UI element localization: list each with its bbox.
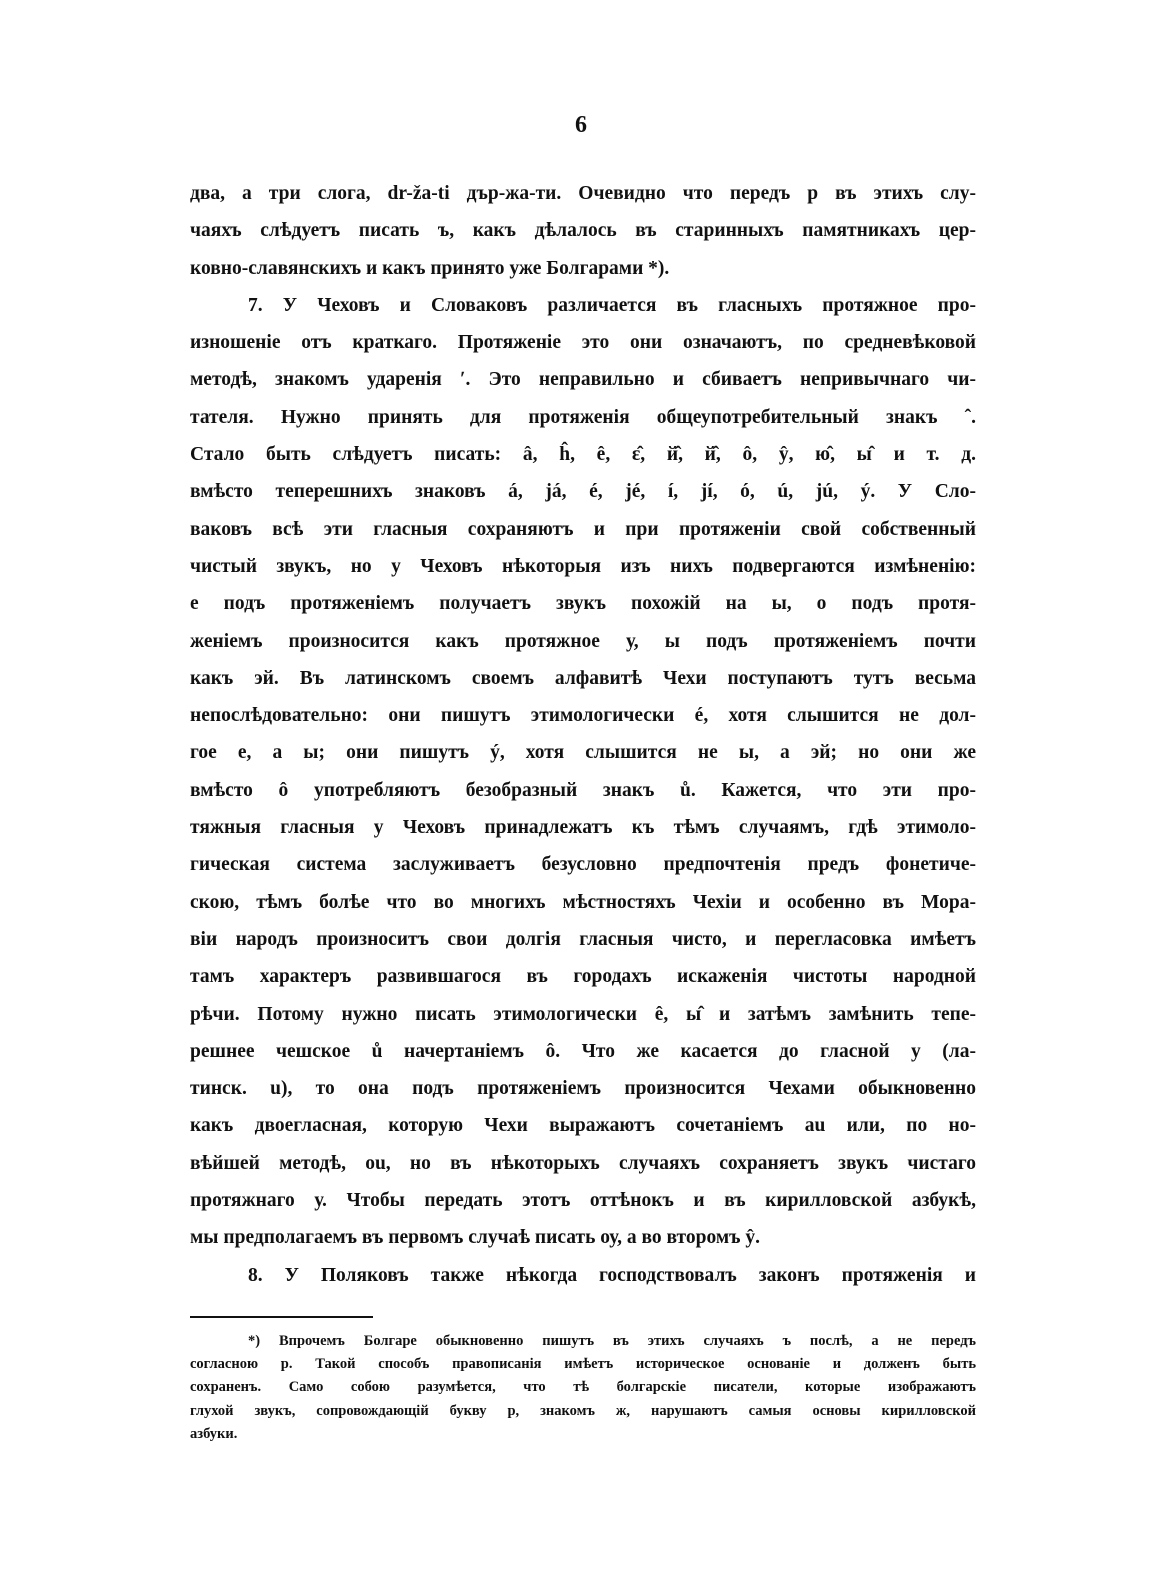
page-number: 6: [575, 112, 588, 138]
body-line: рѣчи. Потому нужно писать этимологически ê, ы̂ и затѣмъ замѣнить тепе-: [190, 1003, 976, 1025]
footnote-divider: [190, 1316, 373, 1318]
body-line: непослѣдовательно: они пишутъ этимологически é, хотя слышится не дол-: [190, 705, 976, 727]
body-line: тамъ характеръ развившагося въ городахъ искаженія чистоты народной: [190, 966, 976, 988]
body-line: два, а три слога, dr-ža-ti дър-жа-ти. Очевидно что передъ р въ этихъ слу-: [190, 183, 976, 204]
body-line: вмѣсто теперешнихъ знаковъ á, já, é, jé, í, jí, ó, ú, jú, ý. У Сло-: [190, 481, 976, 503]
body-line: 8. У Поляковъ также нѣкогда господствовалъ законъ протяженія и: [248, 1264, 976, 1286]
body-line: методѣ, знакомъ ударенія ʹ. Это неправильно и сбиваетъ непривычнаго чи-: [190, 369, 976, 391]
footnote-line: согласною р. Такой способъ правописанія имѣетъ историческое основаніе и долженъ быть: [190, 1356, 976, 1373]
body-line: мы предполагаемъ въ первомъ случаѣ писать оу, а во второмъ ŷ.: [190, 1227, 760, 1249]
body-line: вмѣсто ô употребляютъ безобразный знакъ ů. Кажется, что эти про-: [190, 779, 976, 801]
body-line: ковно-славянскихъ и какъ принято уже Болгарами *).: [190, 257, 670, 279]
body-line: чистый звукъ, но у Чеховъ нѣкоторыя изъ нихъ подвергаются измѣненію:: [190, 555, 976, 577]
footnote-line: сохраненъ. Само собою разумѣется, что тѣ болгарскіе писатели, которые изображаютъ: [190, 1379, 976, 1396]
body-line: е подъ протяженіемъ получаетъ звукъ похожій на ы, о подъ протя-: [190, 593, 976, 615]
body-line: гое е, а ы; они пишутъ ý, хотя слышится не ы, а эй; но они же: [190, 742, 976, 764]
body-line: какъ эй. Въ латинскомъ своемъ алфавитѣ Чехи поступаютъ тутъ весьма: [190, 667, 976, 689]
footnote-line: *) Впрочемъ Болгаре обыкновенно пишутъ въ этихъ случаяхъ ъ послѣ, а не передъ: [248, 1333, 976, 1349]
body-line: женіемъ произносится какъ протяжное у, ы подъ протяженіемъ почти: [190, 630, 976, 652]
body-line: скою, тѣмъ болѣе что во многихъ мѣстностяхъ Чехіи и особенно въ Мора-: [190, 891, 976, 913]
body-line: тателя. Нужно принять для протяженія общеупотребительный знакъ ˆ.: [190, 406, 976, 428]
body-line: протяжнаго у. Чтобы передать этотъ оттѣнокъ и въ кирилловской азбукѣ,: [190, 1190, 976, 1212]
body-line: тинск. u), то она подъ протяженіемъ произносится Чехами обыкновенно: [190, 1078, 976, 1100]
body-line: вѣйшей методѣ, ou, но въ нѣкоторыхъ случаяхъ сохраняетъ звукъ чистаго: [190, 1152, 976, 1174]
body-line: віи народъ произноситъ свои долгія гласныя чисто, и перегласовка имѣетъ: [190, 928, 976, 950]
body-line: решнее чешское ů начертаніемъ ô. Что же касается до гласной у (ла-: [190, 1040, 976, 1062]
body-text: [190, 175, 976, 1294]
body-line: тяжныя гласныя у Чеховъ принадлежатъ къ тѣмъ случаямъ, гдѣ этимоло-: [190, 817, 976, 839]
body-line: чаяхъ слѣдуетъ писать ъ, какъ дѣлалось въ старинныхъ памятникахъ цер-: [190, 220, 976, 242]
body-line: какъ двоегласная, которую Чехи выражаютъ сочетаніемъ au или, по но-: [190, 1115, 976, 1137]
body-line: ваковъ всѣ эти гласныя сохраняютъ и при протяженіи свой собственный: [190, 518, 976, 540]
body-line: изношеніе отъ краткаго. Протяженіе это они означаютъ, по средневѣковой: [190, 332, 976, 354]
footnote: [190, 1330, 976, 1446]
footnote-line: глухой звукъ, сопровождающій букву р, знакомъ ж, нарушаютъ самыя основы кирилловской: [190, 1402, 976, 1419]
body-line: Стало быть слѣдуетъ писать: â, ĥ, ê, ɛ̂, й̂, й̂, ô, ŷ, ю̂, ы̂ и т. д.: [190, 444, 976, 466]
body-line: гическая система заслуживаетъ безусловно предпочтенія предъ фонетиче-: [190, 854, 976, 876]
footnote-line: азбуки.: [190, 1425, 238, 1442]
body-line: 7. У Чеховъ и Словаковъ различается въ гласныхъ протяжное про-: [248, 294, 976, 316]
